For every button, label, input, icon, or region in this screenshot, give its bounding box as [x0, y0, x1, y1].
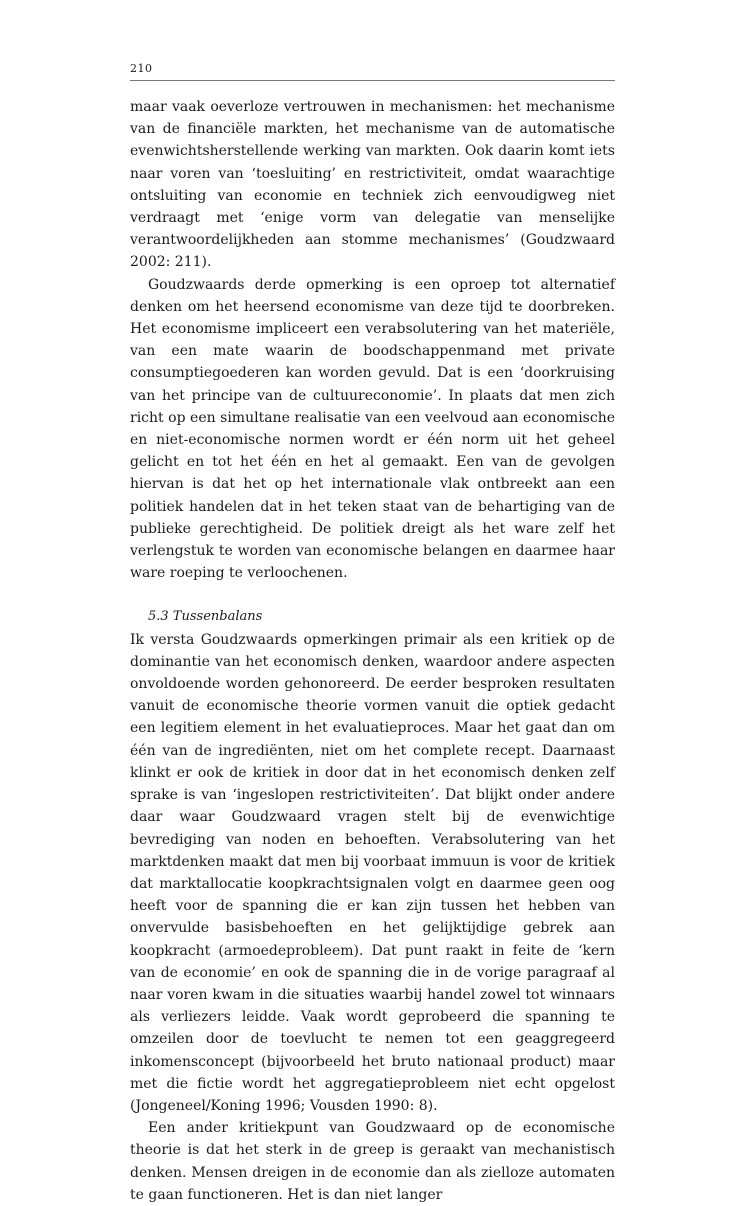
page-number: 210: [130, 62, 153, 75]
header-rule: [130, 80, 615, 81]
section-spacer: [130, 584, 615, 606]
section-heading: 5.3 Tussenbalans: [148, 609, 263, 625]
paragraph: Ik versta Goudzwaards opmerkingen primair als een kritiek op de dominantie van het economisch denken, waardoor andere aspecten onvoldoende worden gehonoreerd. De eerder besproken resultaten vanuit de economische theorie vormen vanuit die optiek gedacht een legitiem element in het evaluatieproces. Maar het gaat dan om één van de ingrediënten, niet om het complete recept. Daarnaast klinkt er ook de kritiek in door dat in het economisch denken zelf sprake is van ‘ingeslopen restrictiviteiten’. Dat blijkt onder andere daar waar Goudzwaard vragen stelt bij de evenwichtige bevrediging van noden en behoeften. Verabsolutering van het marktdenken maakt dat men bij voorbaat immuun is voor de kritiek dat marktallocatie koopkrachtsignalen volgt en daarmee geen oog heeft voor de spanning die er kan zijn tussen het hebben van onvervulde basisbehoeften en het gelijktijdige gebrek aan koopkracht (armoedeprobleem). Dat punt raakt in feite de ‘kern van de economie’ en ook de spanning die in de vorige paragraaf al naar voren kwam in die situaties waarbij handel zowel tot winnaars als verliezers leidde. Vaak wordt geprobeerd die spanning te omzeilen door de toevlucht te nemen tot een geaggregeerd inkomensconcept (bijvoorbeeld het bruto nationaal product) maar met die fictie wordt het aggregatieprobleem niet echt opgelost (Jongeneel/Koning 1996; Vousden 1990: 8).: [130, 631, 615, 1114]
body-text: [130, 96, 615, 1206]
paragraph: Goudzwaards derde opmerking is een oproep tot alternatief denken om het heersend economisme van deze tijd te doorbreken. Het economisme impliceert een verabsolutering van het materiële, van een mate waarin de boodschappenmand met private consumptiegoederen kan worden gevuld. Dat is een ‘doorkruising van het principe van de cultuureconomie’. In plaats dat men zich richt op een simultane realisatie van een veelvoud aan economische en niet-economische normen wordt er één norm uit het geheel gelicht en tot het één en het al gemaakt. Een van de gevolgen hiervan is dat het op het internationale vlak ontbreekt aan een politiek handelen dat in het teken staat van de behartiging van de publieke gerechtigheid. De politiek dreigt als het ware zelf het verlengstuk te worden van economische belangen en daarmee haar ware roeping te verloochenen.: [130, 276, 615, 582]
paragraph: maar vaak oeverloze vertrouwen in mechanismen: het mechanisme van de financiële markten, het mechanisme van de automatische evenwichtsherstellende werking van markten. Ook daarin komt iets naar voren van ‘toesluiting’ en restrictiviteit, omdat waarachtige ontsluiting van economie en techniek zich eenvoudigweg niet verdraagt met ‘enige vorm van delegatie van menselijke verantwoordelijkheden aan stomme mechanismes’ (Goudzwaard 2002: 211).: [130, 99, 615, 271]
paragraph: Een ander kritiekpunt van Goudzwaard op de economische theorie is dat het sterk in de greep is geraakt van mechanistisch denken. Mensen dreigen in de economie dan als zielloze automaten te gaan functioneren. Het is dan niet langer: [130, 1120, 615, 1203]
